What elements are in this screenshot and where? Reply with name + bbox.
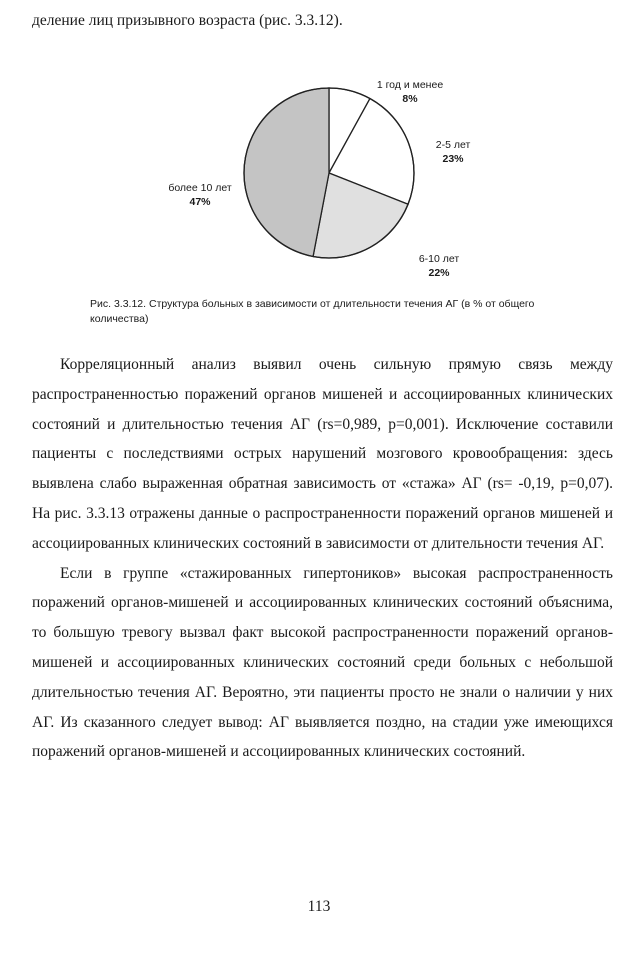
slice-name: 1 год и менее <box>376 79 444 91</box>
page-number: 113 <box>307 898 331 915</box>
slice-name: более 10 лет <box>168 182 232 194</box>
slice-name: 6-10 лет <box>418 253 460 265</box>
slice-percent: 8% <box>402 93 418 105</box>
slice-percent: 47% <box>189 196 211 208</box>
slice-label-2-5-years <box>418 138 488 166</box>
paragraph-2: Если в группе «стажированных гипертоников» высокая распространенность поражений органов-мишеней и ассоциированных клинических состояний объяснима, то большую тревогу вызвал факт высокой распространенности поражений органов-мишеней и ассоциированных клинических состояний среди больных с небольшой длительностью течения АГ. Вероятно, эти пациенты просто не знали о наличии у них АГ. Из сказанного следует вывод: АГ выявляется поздно, на стадии уже имеющихся поражений органов-мишеней и ассоциированных клинических состояний. <box>32 564 613 761</box>
top-text-line: деление лиц призывного возраста (рис. 3.3.12). <box>32 12 343 29</box>
slice-label-1-year <box>360 78 460 106</box>
pie-chart <box>0 60 638 310</box>
body-text <box>32 350 613 767</box>
slice-percent: 23% <box>442 153 464 165</box>
slice-name: 2-5 лет <box>435 139 471 151</box>
pie-slice-over-10-years <box>244 88 329 256</box>
pie-chart-svg <box>0 60 638 310</box>
slice-label-over-10-years <box>150 181 250 209</box>
figure-caption: Рис. 3.3.12. Структура больных в зависимости от длительности течения АГ (в % от общего количества) <box>90 298 535 325</box>
slice-label-6-10-years <box>404 252 474 280</box>
slice-percent: 22% <box>428 267 450 279</box>
paragraph-1: Корреляционный анализ выявил очень сильную прямую связь между распространенностью поражений органов мишеней и ассоциированных клинических состояний и длительностью течения АГ (rs=0,989, p=0,001). Исключение составили пациенты с последствиями острых нарушений мозгового кровообращения: здесь выявлена слабо выраженная обратная зависимость от «стажа» АГ (rs= -0,19, p=0,07). На рис. 3.3.13 отражены данные о распространенности поражений органов мишеней и ассоциированных клинических состояний в зависимости от длительности течения АГ. <box>32 356 613 552</box>
